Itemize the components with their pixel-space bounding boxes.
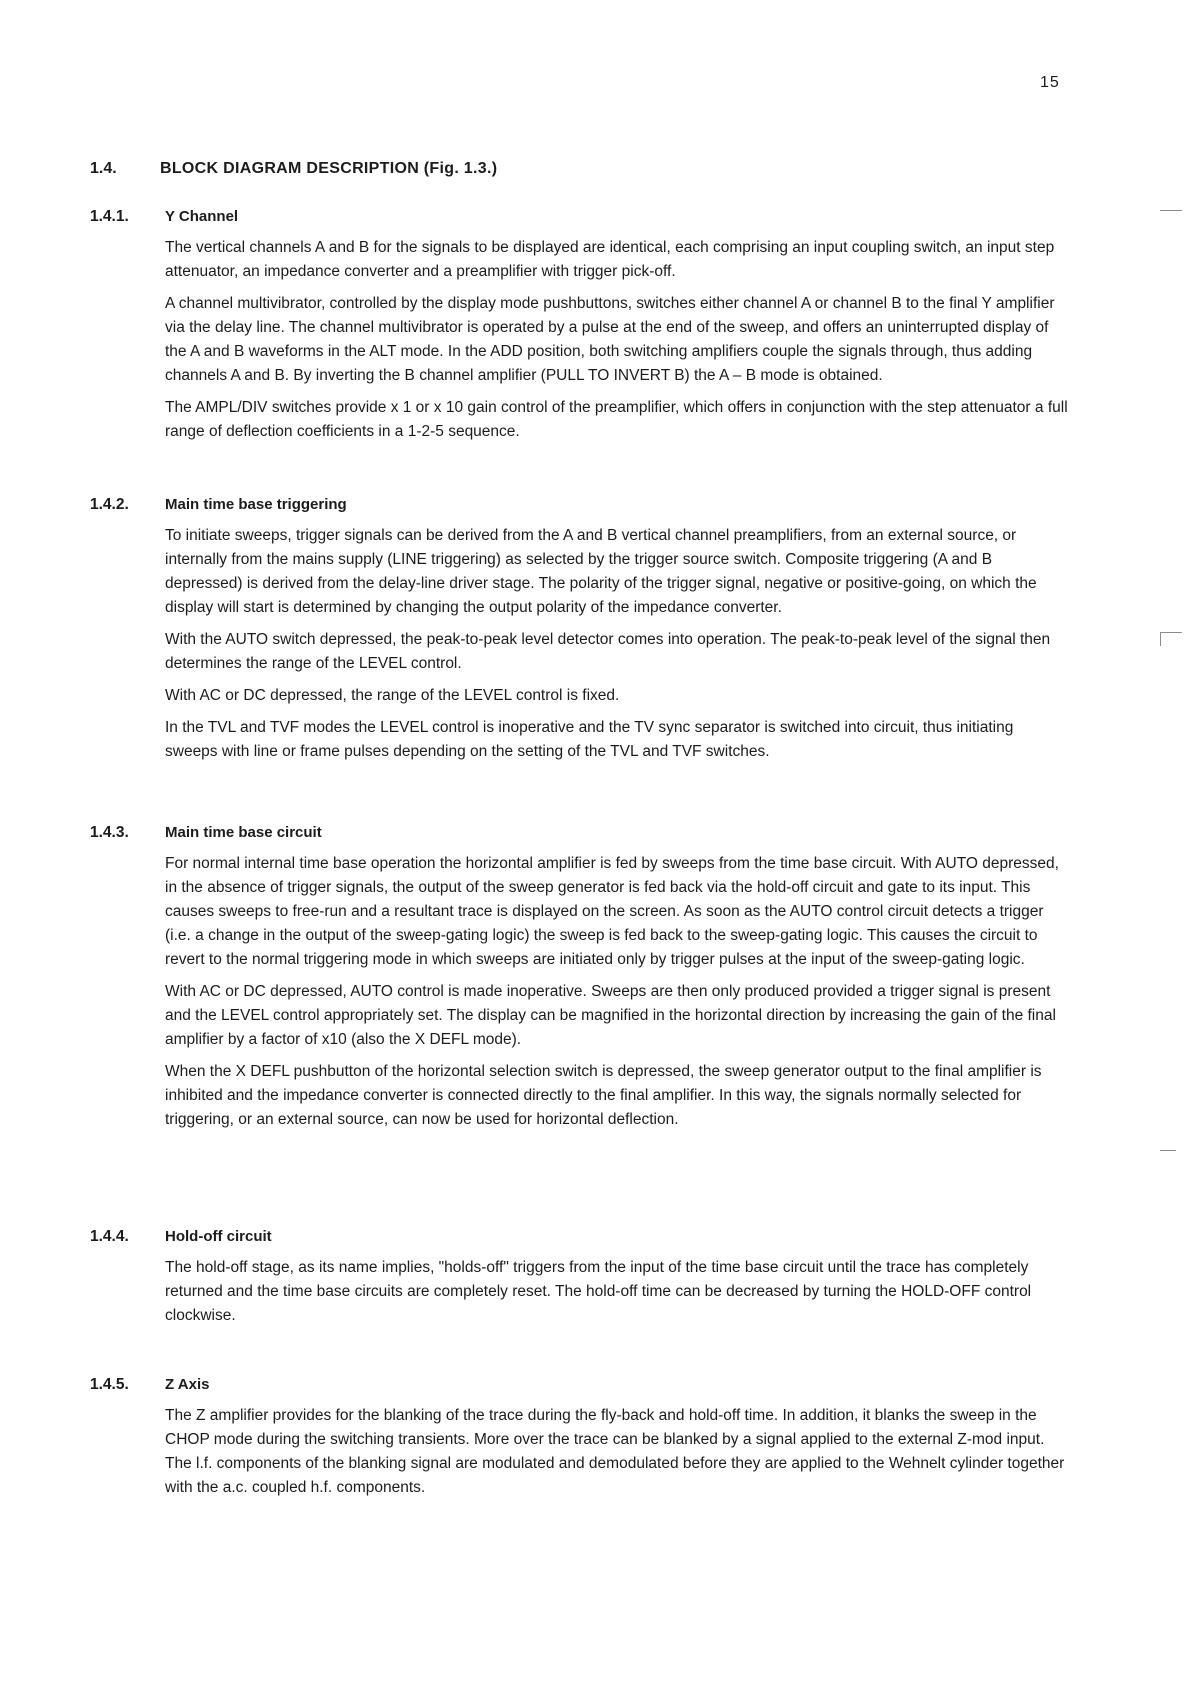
- paragraph: The Z amplifier provides for the blanking of the trace during the fly-back and hold-off time. In addition, it blanks the sweep in the CHOP mode during the switching transients. More over the trace can be blanked by a signal applied to the external Z-mod input. The l.f. components of the blanking signal are modulated and demodulated before they are applied to the Wehnelt cylinder together with the a.c. coupled h.f. components.: [165, 1407, 1065, 1496]
- page-number: 15: [1040, 74, 1060, 91]
- scan-mark: [1160, 632, 1182, 633]
- paragraph: With the AUTO switch depressed, the peak-to-peak level detector comes into operation. The peak-to-peak level of the signal then determines the range of the LEVEL control.: [165, 631, 1051, 672]
- subsection-title: Hold-off circuit: [165, 1228, 272, 1245]
- subsection-time-base-circuit: [90, 824, 1070, 1140]
- subsection-title: Z Axis: [165, 1376, 210, 1393]
- subsection-number: 1.4.1.: [90, 208, 129, 225]
- subsection-number: 1.4.4.: [90, 1228, 129, 1245]
- paragraph: In the TVL and TVF modes the LEVEL control is inoperative and the TV sync separator is switched into circuit, thus initiating sweeps with line or frame pulses depending on the setting of the TVL and TVF switches.: [165, 719, 1014, 760]
- subsection-number: 1.4.3.: [90, 824, 129, 841]
- paragraph: The hold-off stage, as its name implies, "holds-off" triggers from the input of the time base circuit until the trace has completely returned and the time base circuits are completely reset. The hold-off time can be decreased by turning the HOLD-OFF control clockwise.: [165, 1259, 1032, 1324]
- paragraph: With AC or DC depressed, the range of the LEVEL control is fixed.: [165, 687, 620, 704]
- scan-mark: [1160, 210, 1182, 211]
- paragraph: With AC or DC depressed, AUTO control is made inoperative. Sweeps are then only produced provided a trigger signal is present and the LEVEL control appropriately set. The display can be magnified in the horizontal direction by increasing the gain of the final amplifier by a factor of x10 (also the X DEFL mode).: [165, 983, 1056, 1048]
- paragraph: To initiate sweeps, trigger signals can be derived from the A and B vertical channel preamplifiers, from an external source, or internally from the mains supply (LINE triggering) as selected by the trigger source switch. Composite triggering (A and B depressed) is derived from the delay-line driver stage. The polarity of the trigger signal, negative or positive-going, on which the display will start is determined by changing the output polarity of the impedance converter.: [165, 527, 1037, 616]
- section-number: 1.4.: [90, 160, 117, 177]
- subsection-triggering: [90, 496, 1070, 772]
- paragraph: The vertical channels A and B for the signals to be displayed are identical, each comprising an input coupling switch, an input step attenuator, an impedance converter and a preamplifier with trigger pick-off.: [165, 239, 1055, 280]
- section-header: [90, 160, 1070, 188]
- paragraph: The AMPL/DIV switches provide x 1 or x 10 gain control of the preamplifier, which offers in conjunction with the step attenuator a full range of deflection coefficients in a 1-2-5 sequence.: [165, 399, 1068, 440]
- paragraph: For normal internal time base operation the horizontal amplifier is fed by sweeps from the time base circuit. With AUTO depressed, in the absence of trigger signals, the output of the sweep generator is fed back via the hold-off circuit and gate to its input. This causes sweeps to free-run and a resultant trace is displayed on the screen. As soon as the AUTO control circuit detects a trigger (i.e. a change in the output of the sweep-gating logic) the sweep is fed back to the sweep-gating logic. This causes the circuit to revert to the normal triggering mode in which sweeps are initiated only by trigger pulses at the input of the sweep-gating logic.: [165, 855, 1059, 968]
- subsection-number: 1.4.5.: [90, 1376, 129, 1393]
- scan-mark: [1160, 632, 1161, 646]
- paragraph: A channel multivibrator, controlled by the display mode pushbuttons, switches either channel A or channel B to the final Y amplifier via the delay line. The channel multivibrator is operated by a pulse at the end of the sweep, and offers an uninterrupted display of the A and B waveforms in the ALT mode. In the ADD position, both switching amplifiers couple the signals through, thus adding channels A and B. By inverting the B channel amplifier (PULL TO INVERT B) the A – B mode is obtained.: [165, 295, 1055, 384]
- subsection-title: Main time base triggering: [165, 496, 347, 513]
- subsection-z-axis: [90, 1376, 1070, 1508]
- scan-mark: [1160, 1150, 1176, 1151]
- subsection-title: Main time base circuit: [165, 824, 322, 841]
- subsection-hold-off: [90, 1228, 1070, 1336]
- subsection-number: 1.4.2.: [90, 496, 129, 513]
- subsection-y-channel: [90, 208, 1070, 452]
- subsection-title: Y Channel: [165, 208, 239, 225]
- paragraph: When the X DEFL pushbutton of the horizontal selection switch is depressed, the sweep generator output to the final amplifier is inhibited and the impedance converter is connected directly to the final amplifier. In this way, the signals normally selected for triggering, or an external source, can now be used for horizontal deflection.: [165, 1063, 1042, 1128]
- section-title: BLOCK DIAGRAM DESCRIPTION (Fig. 1.3.): [160, 160, 498, 177]
